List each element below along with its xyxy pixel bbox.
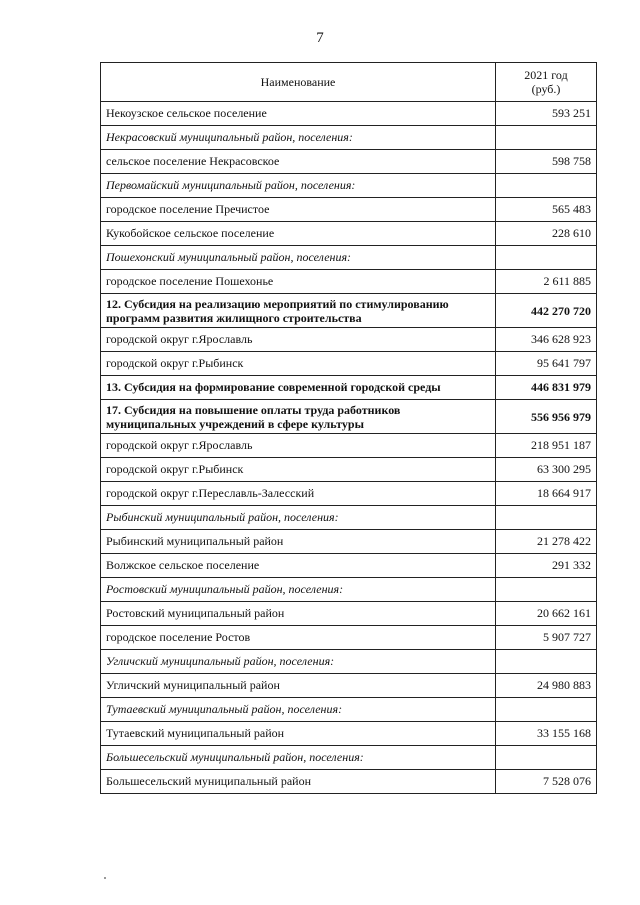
table-row bbox=[101, 626, 597, 650]
row-name: Некоузское сельское поселение bbox=[101, 102, 496, 126]
row-name: Волжское сельское поселение bbox=[101, 554, 496, 578]
section-heading-row bbox=[101, 246, 597, 270]
row-name: сельское поселение Некрасовское bbox=[101, 150, 496, 174]
row-amount: 63 300 295 bbox=[496, 458, 597, 482]
page-number: 7 bbox=[316, 30, 324, 46]
section-heading-row bbox=[101, 578, 597, 602]
row-name: городской округ г.Переславль-Залесский bbox=[101, 482, 496, 506]
row-name: городское поселение Ростов bbox=[101, 626, 496, 650]
table-header-row bbox=[101, 63, 597, 102]
row-name: Тутаевский муниципальный район, поселения: bbox=[101, 698, 496, 722]
table-row bbox=[101, 554, 597, 578]
section-heading-row bbox=[101, 698, 597, 722]
row-name: Угличский муниципальный район, поселения: bbox=[101, 650, 496, 674]
subsidy-total-row bbox=[101, 376, 597, 400]
row-name: Ростовский муниципальный район, поселения: bbox=[101, 578, 496, 602]
row-amount: 33 155 168 bbox=[496, 722, 597, 746]
row-name: Рыбинский муниципальный район, поселения: bbox=[101, 506, 496, 530]
section-heading-row bbox=[101, 650, 597, 674]
scan-speck bbox=[104, 877, 106, 879]
row-amount: 218 951 187 bbox=[496, 434, 597, 458]
row-name: Первомайский муниципальный район, поселения: bbox=[101, 174, 496, 198]
row-amount bbox=[496, 506, 597, 530]
table-row bbox=[101, 482, 597, 506]
row-name: Большесельский муниципальный район bbox=[101, 770, 496, 794]
table-row bbox=[101, 458, 597, 482]
table-row bbox=[101, 602, 597, 626]
table-row bbox=[101, 270, 597, 294]
row-name: 13. Субсидия на формирование современной городской среды bbox=[101, 376, 496, 400]
row-amount: 291 332 bbox=[496, 554, 597, 578]
row-amount: 446 831 979 bbox=[496, 376, 597, 400]
budget-table bbox=[100, 62, 597, 794]
table-row bbox=[101, 722, 597, 746]
subsidy-total-row bbox=[101, 400, 597, 434]
table-row bbox=[101, 674, 597, 698]
table-row bbox=[101, 530, 597, 554]
row-amount: 593 251 bbox=[496, 102, 597, 126]
row-amount: 24 980 883 bbox=[496, 674, 597, 698]
row-name: Некрасовский муниципальный район, поселения: bbox=[101, 126, 496, 150]
row-amount bbox=[496, 698, 597, 722]
row-amount bbox=[496, 746, 597, 770]
table-row bbox=[101, 328, 597, 352]
row-amount bbox=[496, 126, 597, 150]
row-amount: 598 758 bbox=[496, 150, 597, 174]
row-amount: 442 270 720 bbox=[496, 294, 597, 328]
table-row bbox=[101, 222, 597, 246]
row-amount: 346 628 923 bbox=[496, 328, 597, 352]
table-row bbox=[101, 770, 597, 794]
row-name: 12. Субсидия на реализацию мероприятий по стимулированию программ развития жилищного строительства bbox=[101, 294, 496, 328]
section-heading-row bbox=[101, 746, 597, 770]
row-name: Большесельский муниципальный район, поселения: bbox=[101, 746, 496, 770]
row-amount: 18 664 917 bbox=[496, 482, 597, 506]
row-amount: 2 611 885 bbox=[496, 270, 597, 294]
section-heading-row bbox=[101, 506, 597, 530]
row-name: городской округ г.Ярославль bbox=[101, 328, 496, 352]
row-amount: 7 528 076 bbox=[496, 770, 597, 794]
row-amount: 20 662 161 bbox=[496, 602, 597, 626]
row-name: городское поселение Пошехонье bbox=[101, 270, 496, 294]
table-row bbox=[101, 434, 597, 458]
row-name: Рыбинский муниципальный район bbox=[101, 530, 496, 554]
column-header-amount bbox=[496, 63, 597, 102]
row-name: городской округ г.Рыбинск bbox=[101, 352, 496, 376]
row-name: городское поселение Пречистое bbox=[101, 198, 496, 222]
row-name: Угличский муниципальный район bbox=[101, 674, 496, 698]
row-name: 17. Субсидия на повышение оплаты труда работников муниципальных учреждений в сфере культуры bbox=[101, 400, 496, 434]
column-header-unit: (руб.) bbox=[531, 82, 561, 96]
table-row bbox=[101, 198, 597, 222]
row-amount: 556 956 979 bbox=[496, 400, 597, 434]
row-amount bbox=[496, 174, 597, 198]
table-row bbox=[101, 150, 597, 174]
section-heading-row bbox=[101, 126, 597, 150]
table-row bbox=[101, 102, 597, 126]
row-amount: 228 610 bbox=[496, 222, 597, 246]
column-header-year: 2021 год bbox=[524, 68, 568, 82]
row-amount: 5 907 727 bbox=[496, 626, 597, 650]
row-name: Ростовский муниципальный район bbox=[101, 602, 496, 626]
row-name: Кукобойское сельское поселение bbox=[101, 222, 496, 246]
column-header-name: Наименование bbox=[101, 63, 496, 102]
subsidy-total-row bbox=[101, 294, 597, 328]
table-body bbox=[101, 102, 597, 794]
row-name: Тутаевский муниципальный район bbox=[101, 722, 496, 746]
table-row bbox=[101, 352, 597, 376]
row-name: городской округ г.Рыбинск bbox=[101, 458, 496, 482]
row-name: городской округ г.Ярославль bbox=[101, 434, 496, 458]
row-amount: 565 483 bbox=[496, 198, 597, 222]
row-amount bbox=[496, 650, 597, 674]
row-name: Пошехонский муниципальный район, поселения: bbox=[101, 246, 496, 270]
row-amount: 95 641 797 bbox=[496, 352, 597, 376]
row-amount bbox=[496, 246, 597, 270]
row-amount bbox=[496, 578, 597, 602]
row-amount: 21 278 422 bbox=[496, 530, 597, 554]
section-heading-row bbox=[101, 174, 597, 198]
